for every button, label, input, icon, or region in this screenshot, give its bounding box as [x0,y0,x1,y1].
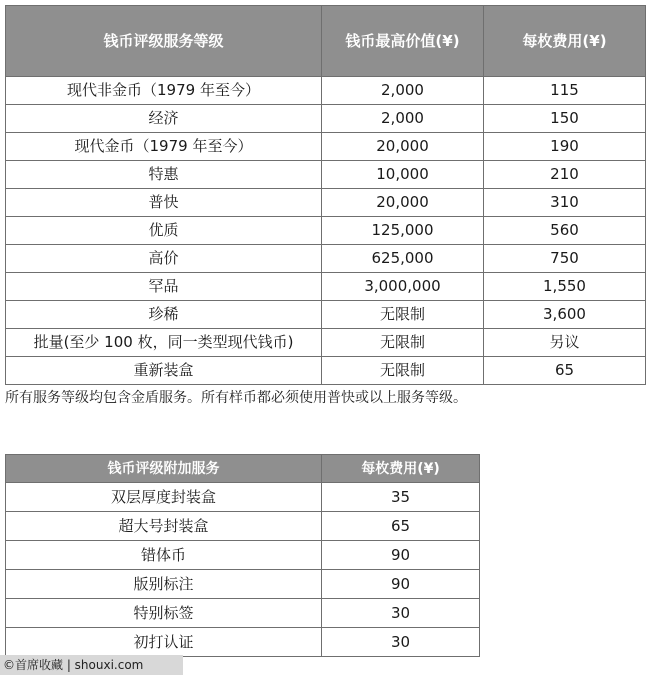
table-cell: 超大号封装盒 [6,512,322,541]
table-cell: 1,550 [484,273,646,301]
table-cell: 750 [484,245,646,273]
table-cell: 90 [322,570,480,599]
table-cell: 特别标签 [6,599,322,628]
table-cell: 30 [322,628,480,657]
table-cell: 190 [484,133,646,161]
table-cell: 3,000,000 [322,273,484,301]
header-max-value: 钱币最高价值(¥) [322,6,484,77]
table-row [6,217,646,245]
table-row [6,189,646,217]
table-row [6,161,646,189]
table-row [6,301,646,329]
table-cell: 批量(至少 100 枚，同一类型现代钱币) [6,329,322,357]
table-cell: 35 [322,483,480,512]
watermark-footer: ©首席收藏 | shouxi.com [0,655,183,675]
table-cell: 3,600 [484,301,646,329]
table-row [6,483,480,512]
table-cell: 现代非金币（1979 年至今） [6,77,322,105]
table-cell: 双层厚度封装盒 [6,483,322,512]
table-cell: 65 [322,512,480,541]
table-cell: 特惠 [6,161,322,189]
table-cell: 10,000 [322,161,484,189]
table-cell: 210 [484,161,646,189]
table-cell: 2,000 [322,77,484,105]
table-cell: 现代金币（1979 年至今） [6,133,322,161]
addon-service-table [5,454,480,657]
header-addon-fee: 每枚费用(¥) [322,455,480,483]
table-cell: 560 [484,217,646,245]
table-header-row [6,6,646,77]
table-row [6,541,480,570]
table-row [6,512,480,541]
table-cell: 重新装盒 [6,357,322,385]
table-cell: 错体币 [6,541,322,570]
table-header-row [6,455,480,483]
table-row [6,599,480,628]
table-row [6,245,646,273]
table-row [6,105,646,133]
header-service-level: 钱币评级服务等级 [6,6,322,77]
addon-service-rows [6,483,480,657]
table-cell: 115 [484,77,646,105]
table-cell: 150 [484,105,646,133]
table-cell: 2,000 [322,105,484,133]
table-row [6,273,646,301]
table-row [6,628,480,657]
table-cell: 高价 [6,245,322,273]
service-note: 所有服务等级均包含金盾服务。所有样币都必须使用普快或以上服务等级。 [5,390,467,406]
table-cell: 罕品 [6,273,322,301]
table-cell: 初打认证 [6,628,322,657]
table-cell: 无限制 [322,301,484,329]
table-row [6,77,646,105]
table-cell: 30 [322,599,480,628]
table-cell: 版别标注 [6,570,322,599]
table-cell: 另议 [484,329,646,357]
table-cell: 20,000 [322,189,484,217]
table-cell: 普快 [6,189,322,217]
table-cell: 20,000 [322,133,484,161]
service-level-table [5,5,646,385]
table-row [6,329,646,357]
service-level-rows [6,77,646,385]
table-cell: 经济 [6,105,322,133]
table-cell: 65 [484,357,646,385]
table-row [6,133,646,161]
table-cell: 125,000 [322,217,484,245]
table-row [6,570,480,599]
table-row [6,357,646,385]
table-cell: 无限制 [322,357,484,385]
table-cell: 珍稀 [6,301,322,329]
table-cell: 310 [484,189,646,217]
header-addon-service: 钱币评级附加服务 [6,455,322,483]
table-cell: 90 [322,541,480,570]
table-cell: 625,000 [322,245,484,273]
table-cell: 优质 [6,217,322,245]
header-fee: 每枚费用(¥) [484,6,646,77]
table-cell: 无限制 [322,329,484,357]
